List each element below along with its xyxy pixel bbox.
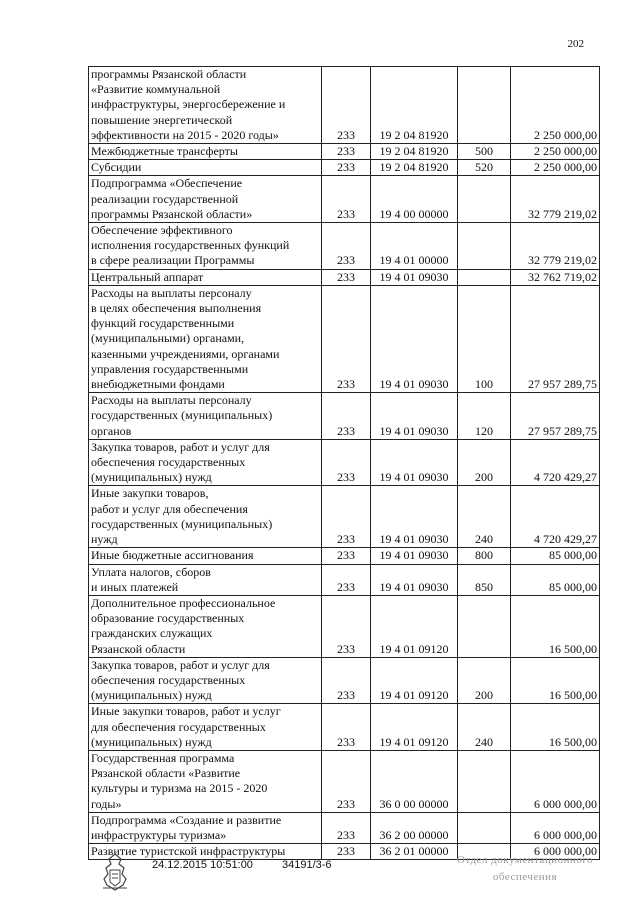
row-code-cell: 233 <box>322 704 371 751</box>
row-classification-cell: 19 4 01 09030 <box>371 486 458 548</box>
row-amount-cell: 4 720 429,27 <box>511 486 600 548</box>
row-classification-cell: 19 2 04 81920 <box>371 160 458 176</box>
row-amount-cell: 27 957 289,75 <box>511 285 600 392</box>
row-code-cell: 233 <box>322 657 371 704</box>
row-name-cell: Расходы на выплаты персоналу государственных (муниципальных) органов <box>89 393 322 440</box>
row-amount-cell: 6 000 000,00 <box>511 812 600 843</box>
row-code-cell: 233 <box>322 564 371 595</box>
row-name-cell: Подпрограмма «Обеспечение реализации государственной программы Рязанской области» <box>89 176 322 223</box>
table-row <box>89 176 600 223</box>
row-classification-cell: 19 4 01 09120 <box>371 704 458 751</box>
row-code-cell: 233 <box>322 285 371 392</box>
row-code-cell: 233 <box>322 439 371 486</box>
row-code-cell: 233 <box>322 844 371 860</box>
row-expense-type-cell <box>458 812 511 843</box>
row-classification-cell: 36 2 01 00000 <box>371 844 458 860</box>
page-number: 202 <box>567 38 584 50</box>
row-name-cell: Центральный аппарат <box>89 269 322 285</box>
row-classification-cell: 19 4 01 09030 <box>371 439 458 486</box>
row-amount-cell: 85 000,00 <box>511 564 600 595</box>
row-code-cell: 233 <box>322 595 371 657</box>
row-expense-type-cell <box>458 223 511 270</box>
budget-table <box>88 66 600 860</box>
table-row <box>89 285 600 392</box>
row-amount-cell: 32 779 219,02 <box>511 223 600 270</box>
row-name-cell: программы Рязанской области «Развитие коммунальной инфраструктуры, энергосбережение и повышение энергетической эффективности на 2015 - 2020 годы» <box>89 67 322 144</box>
row-amount-cell: 85 000,00 <box>511 548 600 564</box>
row-classification-cell: 19 4 01 09030 <box>371 285 458 392</box>
stamp-line-1: Отдел документационного <box>456 854 594 866</box>
row-code-cell: 233 <box>322 176 371 223</box>
table-row <box>89 269 600 285</box>
page-footer <box>0 852 640 896</box>
row-name-cell: Расходы на выплаты персоналу в целях обеспечения выполнения функций государственными (муниципальными) органами, казенными учреждениями, органами управления государственными внебюджетными фондами <box>89 285 322 392</box>
row-expense-type-cell: 200 <box>458 657 511 704</box>
row-code-cell: 233 <box>322 393 371 440</box>
table-row <box>89 439 600 486</box>
row-expense-type-cell: 520 <box>458 160 511 176</box>
budget-table-body <box>89 67 600 860</box>
row-name-cell: Иные бюджетные ассигнования <box>89 548 322 564</box>
table-row <box>89 393 600 440</box>
row-amount-cell: 2 250 000,00 <box>511 67 600 144</box>
table-row <box>89 548 600 564</box>
row-expense-type-cell <box>458 750 511 812</box>
row-amount-cell: 27 957 289,75 <box>511 393 600 440</box>
table-row <box>89 486 600 548</box>
row-expense-type-cell: 800 <box>458 548 511 564</box>
row-classification-cell: 19 4 01 09030 <box>371 564 458 595</box>
row-expense-type-cell: 240 <box>458 704 511 751</box>
row-code-cell: 233 <box>322 160 371 176</box>
row-name-cell: Обеспечение эффективного исполнения государственных функций в сфере реализации Программы <box>89 223 322 270</box>
row-name-cell: Иные закупки товаров, работ и услуг для обеспечения государственных (муниципальных) нужд <box>89 486 322 548</box>
table-row <box>89 160 600 176</box>
row-amount-cell: 16 500,00 <box>511 657 600 704</box>
row-amount-cell: 6 000 000,00 <box>511 844 600 860</box>
row-amount-cell: 32 779 219,02 <box>511 176 600 223</box>
row-name-cell: Развитие туристской инфраструктуры <box>89 844 322 860</box>
row-code-cell: 233 <box>322 548 371 564</box>
table-row <box>89 595 600 657</box>
row-expense-type-cell <box>458 176 511 223</box>
row-expense-type-cell <box>458 269 511 285</box>
row-expense-type-cell: 100 <box>458 285 511 392</box>
table-row <box>89 812 600 843</box>
row-name-cell: Субсидии <box>89 160 322 176</box>
row-classification-cell: 19 2 04 81920 <box>371 144 458 160</box>
row-amount-cell: 2 250 000,00 <box>511 144 600 160</box>
row-name-cell: Подпрограмма «Создание и развитие инфраструктуры туризма» <box>89 812 322 843</box>
row-code-cell: 233 <box>322 812 371 843</box>
department-stamp <box>440 852 610 886</box>
row-expense-type-cell: 500 <box>458 144 511 160</box>
row-expense-type-cell: 200 <box>458 439 511 486</box>
row-code-cell: 233 <box>322 486 371 548</box>
row-classification-cell: 36 2 00 00000 <box>371 812 458 843</box>
row-expense-type-cell: 120 <box>458 393 511 440</box>
row-name-cell: Иные закупки товаров, работ и услуг для обеспечения государственных (муниципальных) нужд <box>89 704 322 751</box>
table-row <box>89 564 600 595</box>
row-classification-cell: 19 4 01 09030 <box>371 393 458 440</box>
row-name-cell: Дополнительное профессиональное образование государственных гражданских служащих Рязанской области <box>89 595 322 657</box>
row-amount-cell: 16 500,00 <box>511 704 600 751</box>
stamp-line-2: обеспечения <box>492 871 558 883</box>
row-code-cell: 233 <box>322 223 371 270</box>
row-code-cell: 233 <box>322 269 371 285</box>
row-name-cell: Уплата налогов, сборов и иных платежей <box>89 564 322 595</box>
row-expense-type-cell <box>458 67 511 144</box>
table-row <box>89 750 600 812</box>
row-expense-type-cell: 240 <box>458 486 511 548</box>
row-code-cell: 233 <box>322 144 371 160</box>
row-amount-cell: 32 762 719,02 <box>511 269 600 285</box>
footer-document-number: 34191/3-6 <box>282 859 332 871</box>
row-name-cell: Закупка товаров, работ и услуг для обеспечения государственных (муниципальных) нужд <box>89 439 322 486</box>
table-row <box>89 223 600 270</box>
row-amount-cell: 2 250 000,00 <box>511 160 600 176</box>
row-classification-cell: 19 2 04 81920 <box>371 67 458 144</box>
table-row <box>89 67 600 144</box>
row-code-cell: 233 <box>322 67 371 144</box>
row-expense-type-cell: 850 <box>458 564 511 595</box>
table-row <box>89 704 600 751</box>
row-amount-cell: 4 720 429,27 <box>511 439 600 486</box>
row-name-cell: Государственная программа Рязанской области «Развитие культуры и туризма на 2015 - 2020 годы» <box>89 750 322 812</box>
row-name-cell: Закупка товаров, работ и услуг для обеспечения государственных (муниципальных) нужд <box>89 657 322 704</box>
row-classification-cell: 19 4 00 00000 <box>371 176 458 223</box>
row-classification-cell: 19 4 01 09030 <box>371 269 458 285</box>
row-amount-cell: 6 000 000,00 <box>511 750 600 812</box>
table-row <box>89 144 600 160</box>
row-classification-cell: 19 4 01 00000 <box>371 223 458 270</box>
row-code-cell: 233 <box>322 750 371 812</box>
row-amount-cell: 16 500,00 <box>511 595 600 657</box>
table-row <box>89 657 600 704</box>
row-classification-cell: 19 4 01 09120 <box>371 595 458 657</box>
row-classification-cell: 19 4 01 09120 <box>371 657 458 704</box>
row-expense-type-cell <box>458 595 511 657</box>
row-classification-cell: 19 4 01 09030 <box>371 548 458 564</box>
coat-of-arms-icon <box>98 852 132 892</box>
row-name-cell: Межбюджетные трансферты <box>89 144 322 160</box>
footer-datetime: 24.12.2015 10:51:00 <box>152 859 253 871</box>
row-classification-cell: 36 0 00 00000 <box>371 750 458 812</box>
